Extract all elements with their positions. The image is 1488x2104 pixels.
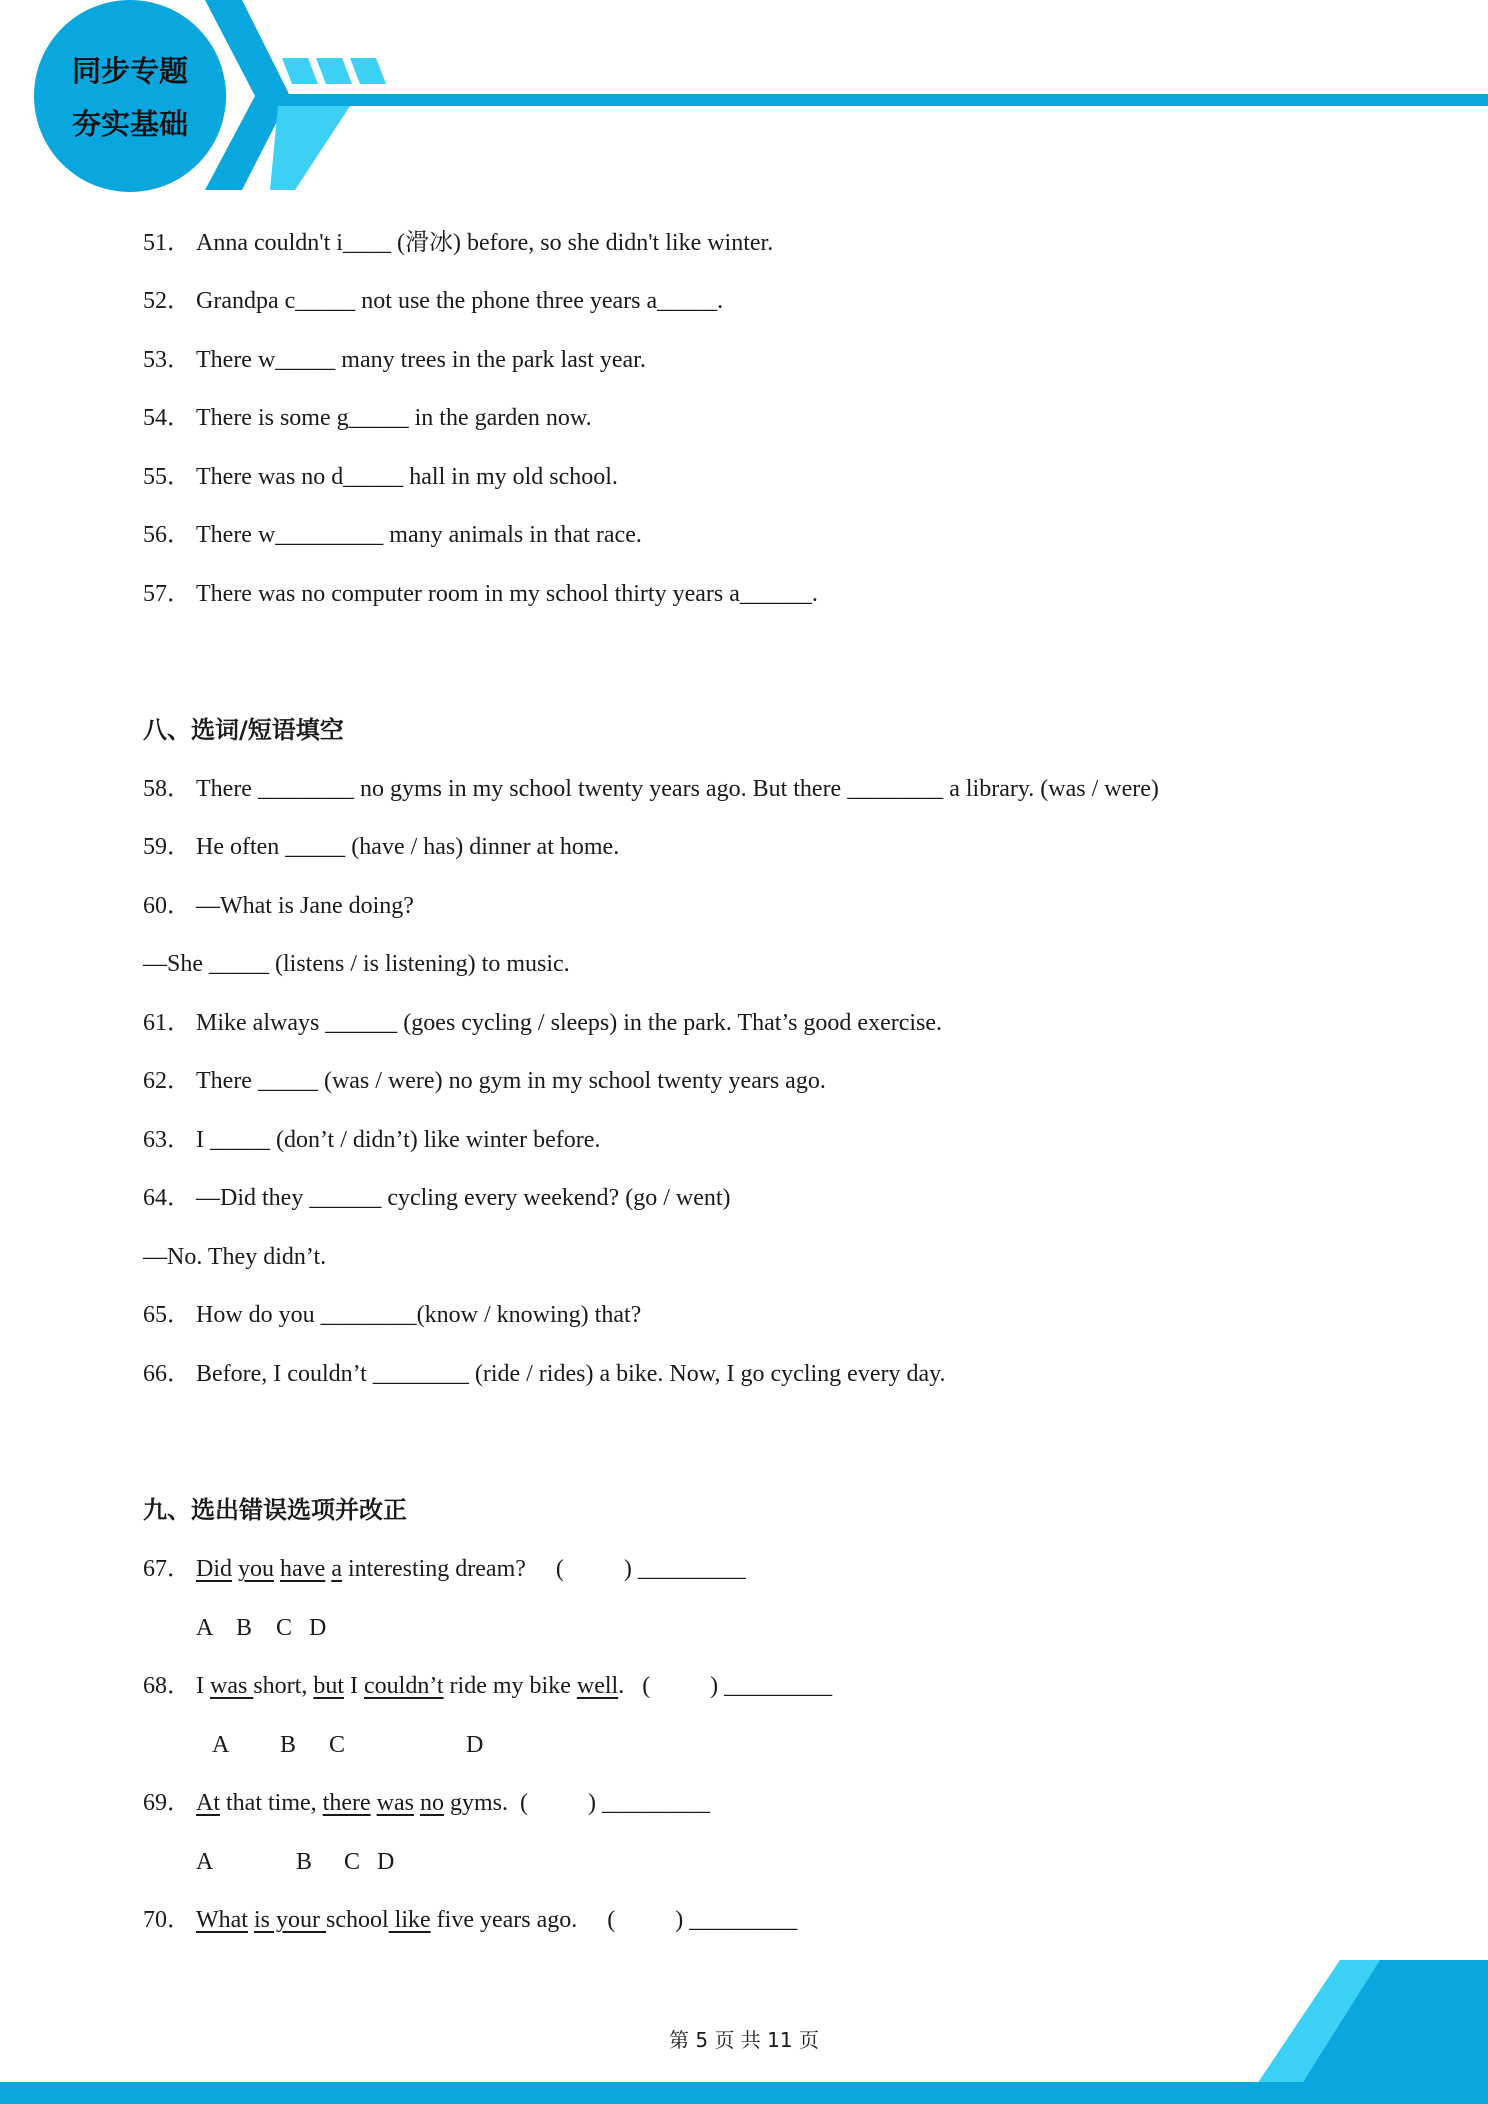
question-58: 58． There ________ no gyms in my school twenty years ago. But there ________ a library. (was / were): [143, 776, 1159, 802]
question-60: 60． —What is Jane doing?: [143, 893, 414, 919]
question-69: 69． At that time, there was no gyms. ( ) _________: [143, 1790, 710, 1816]
question-55: 55． There was no d_____ hall in my old school.: [143, 464, 618, 490]
badge-label: [34, 45, 226, 151]
question-51: 51． Anna couldn't i____ (滑冰) before, so she didn't like winter.: [143, 230, 774, 256]
question-52: 52． Grandpa c_____ not use the phone three years a_____.: [143, 288, 724, 314]
section-8-title: 八、选词/短语填空: [143, 716, 344, 744]
question-59: 59． He often _____ (have / has) dinner at home.: [143, 834, 620, 860]
question-70: 70． What is your school like five years ago. ( ) _________: [143, 1907, 798, 1933]
question-62: 62． There _____ (was / were) no gym in my school twenty years ago.: [143, 1068, 826, 1094]
question-54: 54． There is some g_____ in the garden now.: [143, 405, 592, 431]
question-68: 68． I was short, but I couldn’t ride my bike well. ( ) _________: [143, 1673, 833, 1699]
question-66: 66． Before, I couldn’t ________ (ride / rides) a bike. Now, I go cycling every day.: [143, 1361, 946, 1387]
badge-line-2: 夯实基础: [71, 107, 188, 141]
question-53: 53． There w_____ many trees in the park last year.: [143, 347, 646, 373]
question-64: 64． —Did they ______ cycling every weekend? (go / went): [143, 1185, 731, 1211]
question-60-answer: —She _____ (listens / is listening) to music.: [143, 951, 570, 977]
question-63: 63． I _____ (don’t / didn’t) like winter before.: [143, 1127, 601, 1153]
badge-line-1: 同步专题: [71, 54, 188, 88]
question-56: 56． There w_________ many animals in that race.: [143, 522, 642, 548]
section-9-title: 九、选出错误选项并改正: [143, 1496, 407, 1524]
question-57: 57． There was no computer room in my school thirty years a______.: [143, 581, 818, 607]
page-number: 第 5 页 共 11 页: [669, 2028, 819, 2052]
question-64-answer: —No. They didn’t.: [143, 1244, 327, 1270]
question-65: 65． How do you ________(know / knowing) that?: [143, 1302, 642, 1328]
question-61: 61． Mike always ______ (goes cycling / sleeps) in the park. That’s good exercise.: [143, 1010, 943, 1036]
question-67: 67． Did you have a interesting dream? ( ) _________: [143, 1556, 746, 1582]
